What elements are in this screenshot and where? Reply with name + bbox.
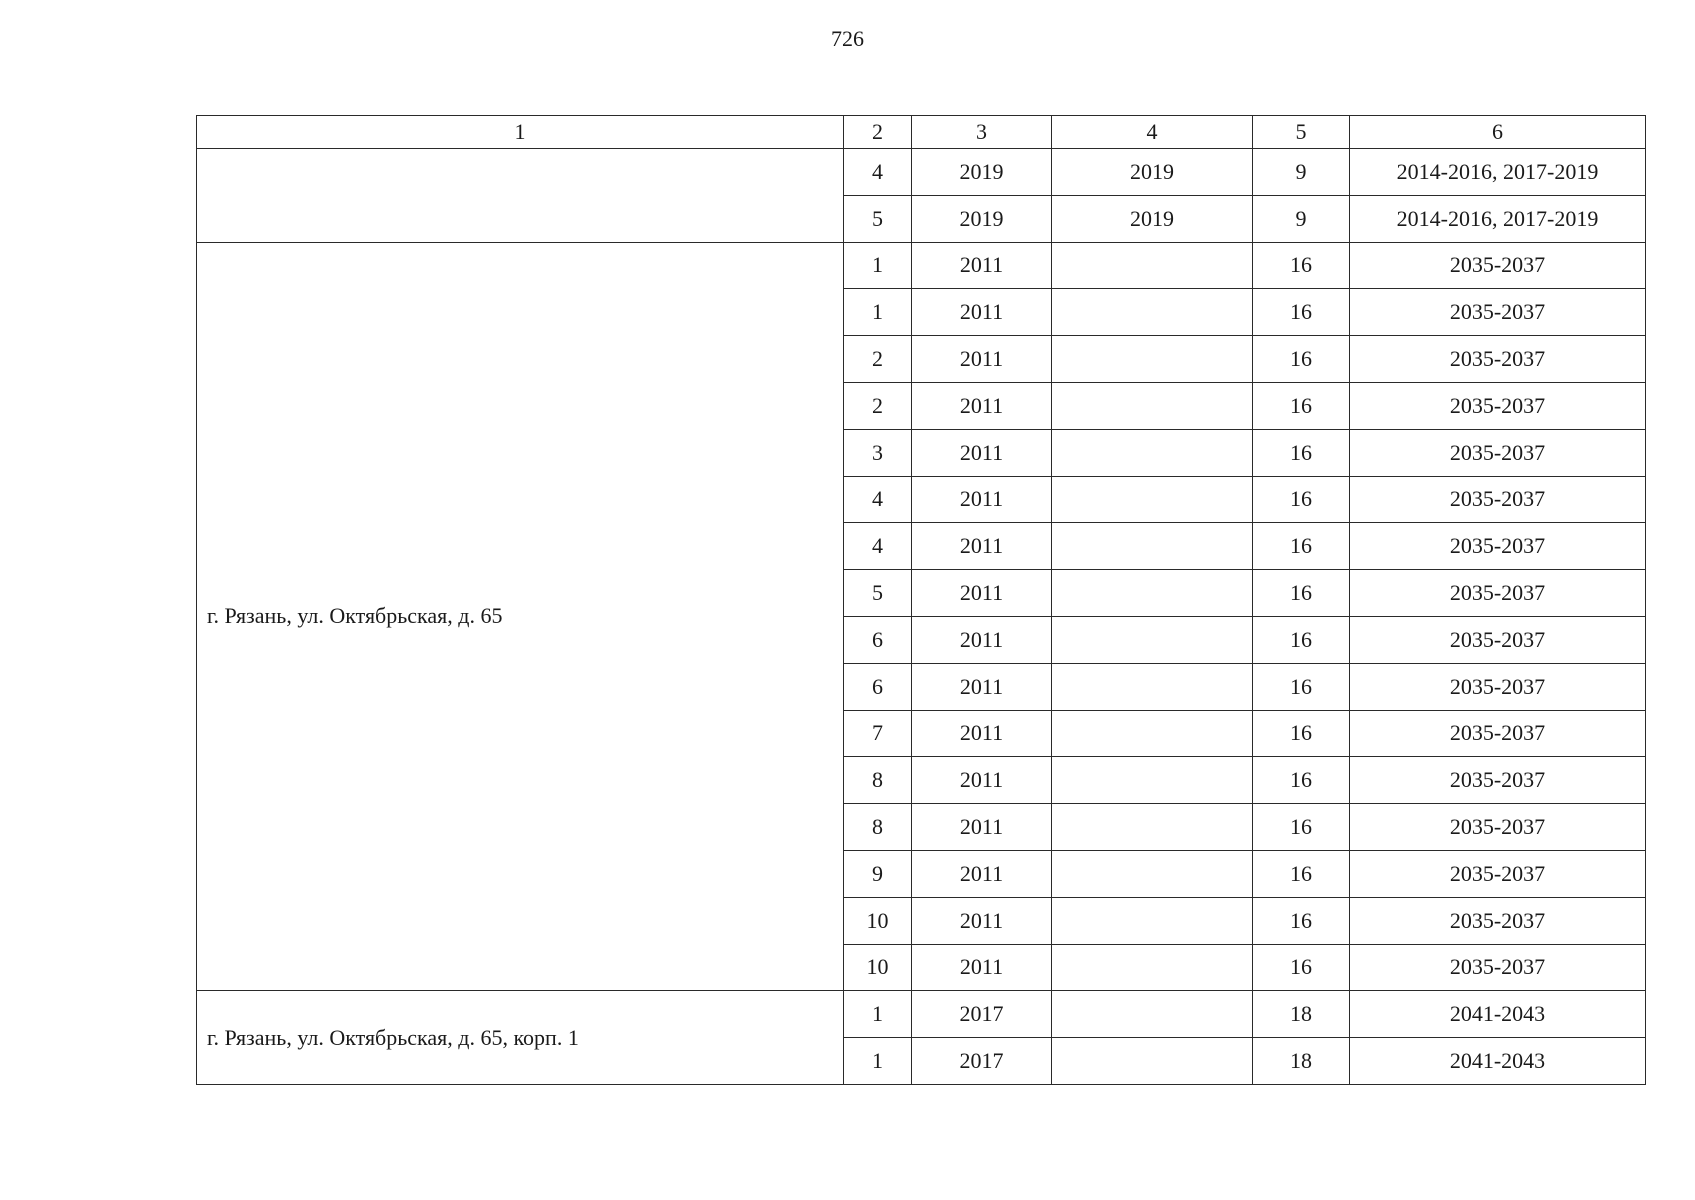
table-cell <box>1052 757 1253 804</box>
table-cell <box>1052 242 1253 289</box>
table-cell: 2014-2016, 2017-2019 <box>1350 149 1646 196</box>
table-cell: 16 <box>1253 850 1350 897</box>
table-cell: 2035-2037 <box>1350 523 1646 570</box>
table-cell: 16 <box>1253 523 1350 570</box>
table-cell <box>1052 429 1253 476</box>
table-cell: 2011 <box>912 570 1052 617</box>
table-cell: 8 <box>844 757 912 804</box>
table-row <box>197 991 1646 1038</box>
table-cell: 1 <box>844 242 912 289</box>
table-cell: 2035-2037 <box>1350 850 1646 897</box>
table-cell: 8 <box>844 804 912 851</box>
table-cell <box>1052 944 1253 991</box>
table-cell: 2017 <box>912 991 1052 1038</box>
table-cell: 2011 <box>912 757 1052 804</box>
table-cell: 2035-2037 <box>1350 710 1646 757</box>
table-cell: 16 <box>1253 757 1350 804</box>
table-cell: 2041-2043 <box>1350 1038 1646 1085</box>
table-cell <box>1052 897 1253 944</box>
table-cell: 2017 <box>912 1038 1052 1085</box>
table-cell: 2035-2037 <box>1350 663 1646 710</box>
table-cell: 10 <box>844 897 912 944</box>
address-cell: г. Рязань, ул. Октябрьская, д. 65, корп. 1 <box>197 991 844 1085</box>
table-cell: 9 <box>844 850 912 897</box>
column-header: 3 <box>912 116 1052 149</box>
table-cell <box>1052 289 1253 336</box>
table-cell: 2035-2037 <box>1350 382 1646 429</box>
column-number-header-row <box>197 116 1646 149</box>
table-cell: 2011 <box>912 242 1052 289</box>
table-cell: 1 <box>844 289 912 336</box>
table-cell: 16 <box>1253 897 1350 944</box>
table-cell: 2011 <box>912 944 1052 991</box>
address-cell: г. Рязань, ул. Октябрьская, д. 65 <box>197 242 844 991</box>
column-header: 6 <box>1350 116 1646 149</box>
table-cell: 2035-2037 <box>1350 570 1646 617</box>
table-cell: 18 <box>1253 991 1350 1038</box>
table-cell: 16 <box>1253 242 1350 289</box>
table-cell: 2035-2037 <box>1350 897 1646 944</box>
table-cell: 2035-2037 <box>1350 476 1646 523</box>
table-cell: 2011 <box>912 850 1052 897</box>
table-cell <box>1052 382 1253 429</box>
table-cell: 2011 <box>912 897 1052 944</box>
table-cell: 5 <box>844 195 912 242</box>
table-cell: 16 <box>1253 570 1350 617</box>
table-cell <box>1052 710 1253 757</box>
table-cell: 2041-2043 <box>1350 991 1646 1038</box>
table-cell: 2035-2037 <box>1350 289 1646 336</box>
table-cell: 16 <box>1253 616 1350 663</box>
table-cell: 16 <box>1253 710 1350 757</box>
table-cell <box>1052 476 1253 523</box>
table-cell: 16 <box>1253 804 1350 851</box>
table-cell: 16 <box>1253 382 1350 429</box>
table-cell: 2011 <box>912 289 1052 336</box>
address-cell <box>197 149 844 243</box>
table-cell: 16 <box>1253 944 1350 991</box>
table-cell: 7 <box>844 710 912 757</box>
table-cell: 16 <box>1253 476 1350 523</box>
table-cell <box>1052 991 1253 1038</box>
table-cell <box>1052 336 1253 383</box>
table-cell: 10 <box>844 944 912 991</box>
table-cell: 5 <box>844 570 912 617</box>
table-cell: 18 <box>1253 1038 1350 1085</box>
table-cell <box>1052 850 1253 897</box>
table-cell: 2019 <box>912 195 1052 242</box>
table-cell <box>1052 523 1253 570</box>
table-cell: 2011 <box>912 476 1052 523</box>
column-header: 1 <box>197 116 844 149</box>
table-cell: 2 <box>844 382 912 429</box>
column-header: 2 <box>844 116 912 149</box>
table-cell: 2035-2037 <box>1350 944 1646 991</box>
table-cell: 2011 <box>912 382 1052 429</box>
table-cell: 2011 <box>912 429 1052 476</box>
table-cell: 1 <box>844 991 912 1038</box>
table-cell: 16 <box>1253 336 1350 383</box>
schedule-table <box>196 115 1646 1085</box>
table-cell: 2035-2037 <box>1350 336 1646 383</box>
table-cell: 1 <box>844 1038 912 1085</box>
table-cell: 2035-2037 <box>1350 242 1646 289</box>
table-cell: 2019 <box>912 149 1052 196</box>
table-cell <box>1052 663 1253 710</box>
table-cell: 2011 <box>912 616 1052 663</box>
table-body <box>197 116 1646 1085</box>
table-cell: 9 <box>1253 195 1350 242</box>
table-cell <box>1052 1038 1253 1085</box>
table-cell: 6 <box>844 616 912 663</box>
column-header: 4 <box>1052 116 1253 149</box>
table-cell <box>1052 570 1253 617</box>
table-row <box>197 242 1646 289</box>
table-cell: 2011 <box>912 523 1052 570</box>
table-cell: 2035-2037 <box>1350 616 1646 663</box>
table-cell: 4 <box>844 476 912 523</box>
table-cell <box>1052 804 1253 851</box>
table-cell <box>1052 616 1253 663</box>
table-cell: 2035-2037 <box>1350 804 1646 851</box>
table-cell: 6 <box>844 663 912 710</box>
table-cell: 2019 <box>1052 195 1253 242</box>
table-cell: 2011 <box>912 804 1052 851</box>
table-cell: 2019 <box>1052 149 1253 196</box>
table-cell: 3 <box>844 429 912 476</box>
table-cell: 2011 <box>912 336 1052 383</box>
column-header: 5 <box>1253 116 1350 149</box>
table-cell: 2035-2037 <box>1350 757 1646 804</box>
table-cell: 2011 <box>912 663 1052 710</box>
table-row <box>197 149 1646 196</box>
table-cell: 9 <box>1253 149 1350 196</box>
page-number: 726 <box>831 26 864 51</box>
table-cell: 2014-2016, 2017-2019 <box>1350 195 1646 242</box>
table-cell: 16 <box>1253 429 1350 476</box>
table-cell: 16 <box>1253 663 1350 710</box>
table-cell: 2035-2037 <box>1350 429 1646 476</box>
table-cell: 16 <box>1253 289 1350 336</box>
table-cell: 4 <box>844 149 912 196</box>
table-cell: 2 <box>844 336 912 383</box>
table-cell: 2011 <box>912 710 1052 757</box>
table-cell: 4 <box>844 523 912 570</box>
